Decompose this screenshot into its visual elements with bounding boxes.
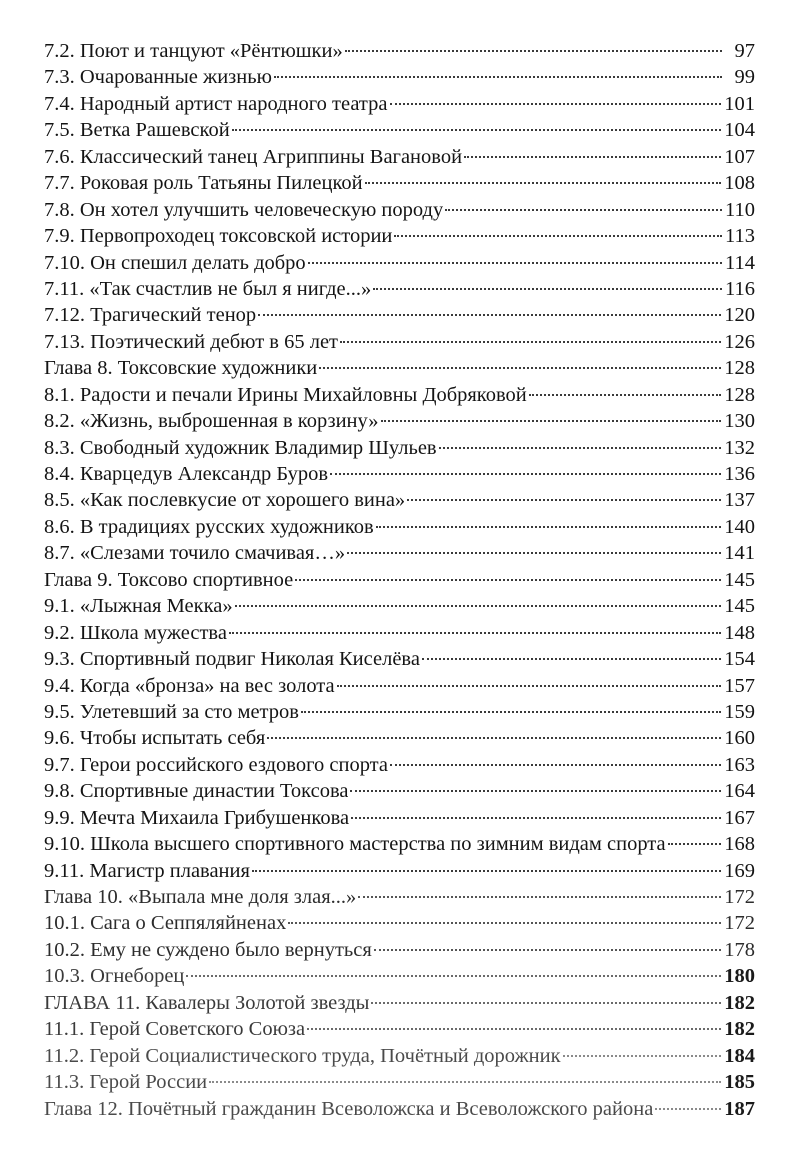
toc-entry-title: 9.6. Чтобы испытать себя	[44, 727, 266, 750]
toc-entry-page: 182	[724, 991, 755, 1014]
toc-entry	[44, 437, 755, 463]
toc-chapter-entry	[44, 1098, 755, 1124]
toc-entry-title: 7.9. Первопроходец токсовской истории	[44, 225, 393, 248]
toc-entry	[44, 119, 755, 145]
toc-entry	[44, 146, 755, 172]
toc-entry-title: 8.7. «Слезами точило смачивая…»	[44, 542, 346, 565]
toc-entry	[44, 463, 755, 489]
toc-entry-page: 108	[724, 172, 755, 195]
toc-entry-title: 11.1. Герой Советского Союза	[44, 1018, 306, 1041]
toc-entry-page: 163	[724, 753, 755, 776]
toc-entry	[44, 807, 755, 833]
toc-entry-title: 8.1. Радости и печали Ирины Михайловны Добряковой	[44, 383, 527, 406]
dot-leader	[350, 790, 721, 792]
toc-entry-title: ГЛАВА 11. Кавалеры Золотой звезды	[44, 991, 370, 1014]
toc-entry-title: 10.3. Огнеборец	[44, 965, 185, 988]
toc-entry	[44, 93, 755, 119]
dot-leader	[374, 949, 721, 951]
toc-entry	[44, 278, 755, 304]
dot-leader	[422, 658, 721, 660]
toc-entry-title: 11.2. Герой Социалистического труда, Почётный дорожник	[44, 1044, 561, 1067]
dot-leader	[319, 367, 721, 369]
toc-entry-title: Глава 9. Токсово спортивное	[44, 568, 294, 591]
toc-entry-page: 141	[724, 542, 755, 565]
dot-leader	[445, 209, 722, 211]
toc-entry-title: 8.6. В традициях русских художников	[44, 515, 374, 538]
toc-entry-page: 132	[724, 436, 755, 459]
toc-entry	[44, 648, 755, 674]
toc-chapter-entry	[44, 569, 755, 595]
toc-entry-page: 180	[724, 965, 755, 988]
dot-leader	[464, 156, 721, 158]
toc-chapter-entry	[44, 886, 755, 912]
dot-leader	[376, 526, 722, 528]
toc-entry	[44, 939, 755, 965]
dot-leader	[340, 341, 721, 343]
dot-leader	[655, 1108, 721, 1110]
toc-entry-title: 10.1. Сага о Сеппяляйненах	[44, 912, 287, 935]
toc-entry-title: Глава 12. Почётный гражданин Всеволожска и Всеволожского района	[44, 1097, 654, 1120]
dot-leader	[308, 262, 722, 264]
toc-entry-title: 9.4. Когда «бронза» на вес золота	[44, 674, 335, 697]
dot-leader	[371, 1002, 721, 1004]
toc-entry	[44, 727, 755, 753]
dot-leader	[351, 817, 721, 819]
toc-entry-page: 154	[724, 648, 755, 671]
dot-leader	[274, 76, 722, 78]
dot-leader	[337, 685, 722, 687]
toc-entry-page: 101	[724, 92, 755, 115]
toc-entry-title: 8.4. Кварцедув Александр Буров	[44, 463, 329, 485]
toc-entry-title: 8.5. «Как послевкусие от хорошего вина»	[44, 489, 406, 512]
toc-entry-page: 182	[724, 1018, 755, 1041]
toc-entry-page: 104	[724, 119, 755, 142]
toc-entry-page: 128	[724, 357, 755, 380]
toc-entry-title: 7.4. Народный артист народного театра	[44, 92, 388, 115]
dot-leader	[390, 103, 722, 105]
dot-leader	[186, 975, 721, 977]
toc-entry-page: 99	[734, 66, 755, 89]
toc-entry-title: 9.9. Мечта Михаила Грибушенкова	[44, 806, 350, 829]
toc-entry	[44, 965, 755, 991]
dot-leader	[301, 711, 721, 713]
toc-entry	[44, 780, 755, 806]
toc-entry-page: 140	[724, 515, 755, 538]
toc-entry	[44, 622, 755, 648]
toc-entry-title: 7.6. Классический танец Агриппины Вагановой	[44, 145, 463, 168]
toc-entry-title: 7.13. Поэтический дебют в 65 лет	[44, 330, 339, 353]
toc-entry-page: 107	[724, 145, 755, 168]
toc-entry-page: 145	[724, 568, 755, 591]
toc-entry	[44, 516, 755, 542]
toc-entry	[44, 833, 755, 859]
toc-entry-title: 8.2. «Жизнь, выброшенная в корзину»	[44, 410, 379, 433]
dot-leader	[394, 235, 722, 237]
toc-entry-title: 11.3. Герой России	[44, 1071, 208, 1094]
toc-entry	[44, 331, 755, 357]
toc-entry-title: 9.1. «Лыжная Мекка»	[44, 595, 233, 618]
toc-entry-title: 9.8. Спортивные династии Токсова	[44, 780, 349, 803]
toc-entry-title: 7.10. Он спешил делать добро	[44, 251, 306, 274]
table-of-contents	[44, 40, 755, 1124]
dot-leader	[235, 605, 722, 607]
toc-entry-page: 97	[734, 40, 755, 62]
dot-leader	[668, 843, 722, 845]
toc-entry-title: 9.2. Школа мужества	[44, 621, 227, 644]
toc-entry-page: 145	[724, 595, 755, 618]
dot-leader	[563, 1055, 722, 1057]
toc-entry	[44, 40, 755, 66]
dot-leader	[365, 182, 722, 184]
toc-entry-page: 110	[725, 198, 755, 221]
toc-entry-title: 9.11. Магистр плавания	[44, 859, 250, 882]
toc-entry-title: 7.11. «Так счастлив не был я нигде...»	[44, 277, 372, 300]
toc-entry-page: 116	[725, 277, 755, 300]
dot-leader	[407, 499, 721, 501]
toc-entry	[44, 860, 755, 886]
toc-entry	[44, 384, 755, 410]
toc-entry-page: 184	[724, 1044, 755, 1067]
toc-entry	[44, 675, 755, 701]
dot-leader	[267, 737, 721, 739]
dot-leader	[307, 1028, 721, 1030]
dot-leader	[232, 129, 722, 131]
toc-entry-title: 7.7. Роковая роль Татьяны Пилецкой	[44, 172, 363, 195]
toc-entry	[44, 912, 755, 938]
toc-entry-page: 157	[724, 674, 755, 697]
dot-leader	[390, 764, 721, 766]
toc-entry-page: 130	[724, 410, 755, 433]
toc-entry-title: 7.2. Поют и танцуют «Рёнтюшки»	[44, 40, 343, 62]
toc-entry-page: 128	[724, 383, 755, 406]
toc-entry-title: 9.7. Герои российского ездового спорта	[44, 753, 388, 776]
toc-entry	[44, 199, 755, 225]
toc-entry	[44, 1045, 755, 1071]
dot-leader	[258, 314, 721, 316]
toc-entry-page: 136	[724, 463, 755, 485]
toc-entry	[44, 1071, 755, 1097]
toc-entry-page: 137	[724, 489, 755, 512]
toc-entry-page: 178	[724, 938, 755, 961]
toc-entry	[44, 410, 755, 436]
toc-entry-page: 120	[724, 304, 755, 327]
toc-entry-page: 169	[724, 859, 755, 882]
toc-entry-title: 10.2. Ему не суждено было вернуться	[44, 938, 372, 961]
toc-entry-title: 7.8. Он хотел улучшить человеческую породу	[44, 198, 444, 221]
toc-entry-page: 113	[725, 225, 755, 248]
dot-leader	[373, 288, 722, 290]
toc-chapter-entry	[44, 992, 755, 1018]
toc-entry-title: 7.3. Очарованные жизнью	[44, 66, 272, 89]
toc-entry	[44, 1018, 755, 1044]
dot-leader	[252, 870, 721, 872]
toc-entry-title: 7.12. Трагический тенор	[44, 304, 257, 327]
dot-leader	[381, 420, 722, 422]
toc-entry-title: Глава 8. Токсовские художники	[44, 357, 318, 380]
toc-entry-page: 164	[724, 780, 755, 803]
dot-leader	[529, 394, 722, 396]
toc-entry	[44, 304, 755, 330]
toc-chapter-entry	[44, 357, 755, 383]
toc-entry	[44, 66, 755, 92]
dot-leader	[330, 473, 721, 475]
toc-entry-page: 185	[724, 1071, 755, 1094]
dot-leader	[345, 50, 722, 52]
toc-entry-page: 114	[725, 251, 755, 274]
toc-entry-page: 167	[724, 806, 755, 829]
toc-entry-page: 172	[724, 912, 755, 935]
toc-entry	[44, 595, 755, 621]
toc-entry-title: 8.3. Свободный художник Владимир Шульев	[44, 436, 437, 459]
dot-leader	[347, 552, 721, 554]
toc-entry-title: Глава 10. «Выпала мне доля злая...»	[44, 886, 357, 908]
toc-entry	[44, 701, 755, 727]
toc-entry-page: 168	[724, 833, 755, 856]
dot-leader	[229, 632, 721, 634]
dot-leader	[439, 447, 722, 449]
dot-leader	[358, 896, 721, 898]
toc-entry	[44, 172, 755, 198]
toc-entry-page: 160	[724, 727, 755, 750]
toc-entry-page: 187	[724, 1097, 755, 1120]
toc-entry	[44, 252, 755, 278]
toc-entry-title: 9.5. Улетевший за сто метров	[44, 700, 299, 723]
toc-entry-page: 172	[724, 886, 755, 908]
toc-entry	[44, 489, 755, 515]
dot-leader	[209, 1081, 721, 1083]
dot-leader	[295, 579, 721, 581]
toc-entry-page: 159	[724, 700, 755, 723]
toc-entry-page: 126	[724, 330, 755, 353]
toc-entry	[44, 225, 755, 251]
toc-entry-page: 148	[724, 621, 755, 644]
toc-entry-title: 9.10. Школа высшего спортивного мастерства по зимним видам спорта	[44, 833, 666, 856]
toc-entry	[44, 542, 755, 568]
toc-entry	[44, 754, 755, 780]
toc-entry-title: 7.5. Ветка Рашевской	[44, 119, 230, 142]
dot-leader	[288, 922, 721, 924]
toc-entry-title: 9.3. Спортивный подвиг Николая Киселёва	[44, 648, 420, 671]
